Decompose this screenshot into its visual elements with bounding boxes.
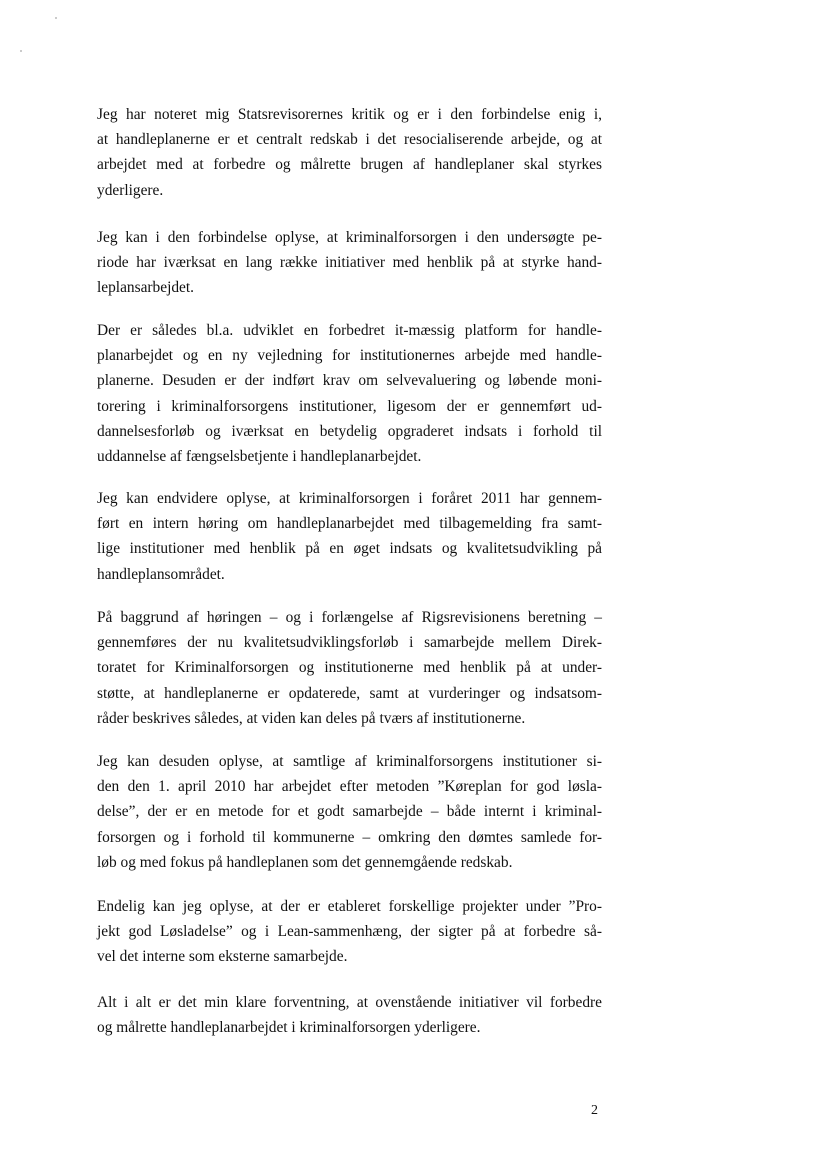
- text-line: gennemføres der nu kvalitetsudviklingsforløb i samarbejde mellem Direk-: [97, 634, 602, 652]
- text-line: Jeg kan desuden oplyse, at samtlige af kriminalforsorgens institutioner si-: [97, 753, 602, 770]
- text-line: lige institutioner med henblik på en øget indsats og kvalitetsudvikling på: [97, 540, 602, 558]
- text-line: Jeg har noteret mig Statsrevisorernes kritik og er i den forbindelse enig i,: [97, 106, 602, 123]
- text-line: uddannelse af fængselsbetjente i handleplanarbejdet.: [97, 448, 422, 466]
- paragraph-2: [97, 225, 602, 301]
- text-line: riode har iværksat en lang række initiativer med henblik på at styrke hand-: [97, 254, 602, 272]
- text-line: delse”, der er en metode for et godt samarbejde – både internt i kriminal-: [97, 803, 602, 821]
- text-line: forsorgen og i forhold til kommunerne – omkring den dømtes samlede for-: [97, 828, 602, 846]
- text-line: På baggrund af høringen – og i forlængelse af Rigsrevisionens beretning –: [97, 609, 602, 626]
- text-line: den den 1. april 2010 har arbejdet efter metoden ”Køreplan for god løsla-: [97, 778, 602, 796]
- page-number: 2: [591, 1103, 598, 1118]
- paragraph-4: [97, 486, 602, 587]
- text-line: leplansarbejdet.: [97, 279, 195, 297]
- paragraph-7: [97, 894, 602, 970]
- text-line: Alt i alt er det min klare forventning, at ovenstående initiativer vil forbedre: [97, 994, 602, 1011]
- text-line: løb og med fokus på handleplanen som det gennemgående redskab.: [97, 853, 513, 871]
- text-line: planerne. Desuden er der indført krav om selvevaluering og løbende moni-: [97, 372, 602, 390]
- text-line: vel det interne som eksterne samarbejde.: [97, 948, 348, 966]
- text-line: arbejdet med at forbedre og målrette brugen af handleplaner skal styrkes: [97, 156, 602, 174]
- paragraph-6: [97, 749, 602, 875]
- paragraph-3: [97, 318, 602, 469]
- text-line: planarbejdet og en ny vejledning for institutionernes arbejde med handle-: [97, 347, 602, 365]
- text-line: yderligere.: [97, 181, 164, 199]
- text-line: og målrette handleplanarbejdet i kriminalforsorgen yderligere.: [97, 1019, 481, 1037]
- text-line: torering i kriminalforsorgens institutioner, ligesom der er gennemført ud-: [97, 397, 602, 415]
- text-line: Der er således bl.a. udviklet en forbedret it-mæssig platform for handle-: [97, 322, 602, 339]
- scan-speck: [20, 50, 22, 52]
- text-line: dannelsesforløb og iværksat en betydelig opgraderet indsats i forhold til: [97, 422, 602, 440]
- text-line: Jeg kan i den forbindelse oplyse, at kriminalforsorgen i den undersøgte pe-: [97, 229, 602, 246]
- text-line: Jeg kan endvidere oplyse, at kriminalforsorgen i foråret 2011 har gennem-: [97, 490, 602, 507]
- paragraph-8: [97, 990, 602, 1040]
- text-line: råder beskrives således, at viden kan deles på tværs af institutionerne.: [97, 709, 526, 727]
- text-line: jekt god Løsladelse” og i Lean-sammenhæng, der sigter på at forbedre så-: [97, 923, 602, 941]
- paragraph-1: [97, 102, 602, 203]
- paragraph-5: [97, 605, 602, 731]
- text-line: Endelig kan jeg oplyse, at der er etableret forskellige projekter under ”Pro-: [97, 898, 602, 915]
- text-line: toratet for Kriminalforsorgen og institutionerne med henblik på at under-: [97, 659, 602, 677]
- scan-speck: [55, 17, 57, 19]
- text-line: støtte, at handleplanerne er opdaterede, samt at vurderinger og indsatsom-: [97, 684, 602, 702]
- text-line: at handleplanerne er et centralt redskab i det resocialiserende arbejde, og at: [97, 131, 602, 149]
- text-line: ført en intern høring om handleplanarbejdet med tilbagemelding fra samt-: [97, 515, 602, 533]
- text-line: handleplansområdet.: [97, 565, 225, 583]
